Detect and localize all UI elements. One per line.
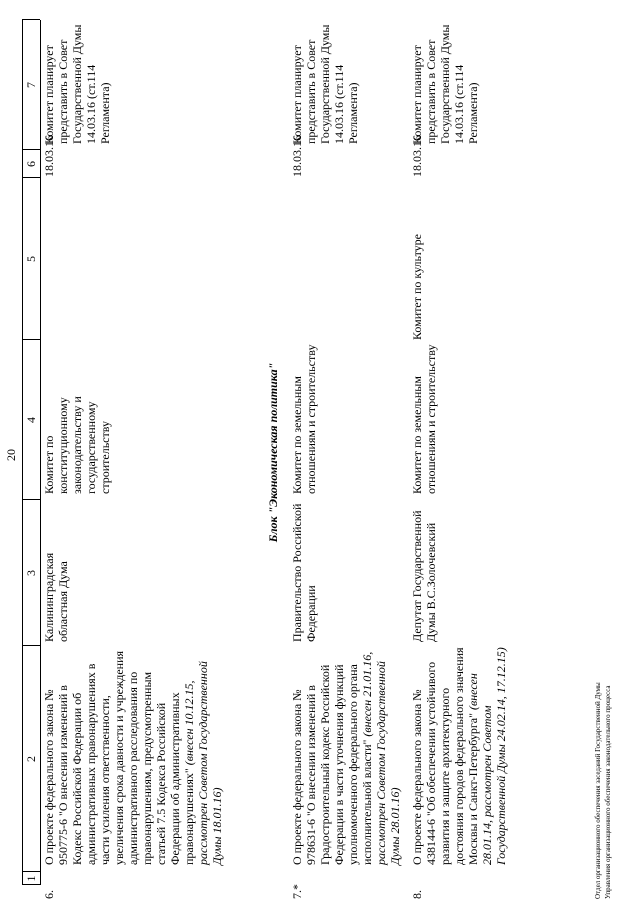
- footer-line-2: Управления организационного обеспечения законодательного процесса: [604, 685, 612, 899]
- bill-note: (внесен 10.12.15, рассмотрен Советом Государственной Думы 18.01.16): [182, 661, 224, 865]
- col-number: 6: [24, 161, 38, 167]
- initiator: Правительство Российской Федерации: [290, 503, 318, 642]
- plan: Комитет планирует представить в Совет Государственной Думы 14.03.16 (ст.114 Регламента): [290, 24, 360, 144]
- bill-title: [410, 647, 508, 865]
- col-number: 5: [24, 256, 38, 262]
- page-number: 20: [4, 449, 18, 461]
- bill-text: О проекте федерального закона № 950775-6 "О внесении изменений в Кодекс Российской Федерации об административных правонарушениях в части усиления ответственности, увеличения срока давности и учреждения административного расследования по правонарушениям, предусмотренным статьей 7.5 Кодекса Российской Федерации об административных правонарушениях": [42, 650, 196, 865]
- date: 18.03.16: [410, 135, 424, 177]
- col-number: 3: [24, 570, 38, 576]
- row-number: 8.: [410, 890, 424, 899]
- footer-line-1: Отдел организационного обеспечения заседаний Государственной Думы: [594, 682, 602, 899]
- col-number: 1: [24, 875, 38, 882]
- date: 18.03.16: [290, 135, 304, 177]
- row-number: 6.: [42, 890, 56, 899]
- bill-title: [290, 647, 402, 865]
- initiator: Депутат Государственной Думы В.С.Золочевский: [410, 510, 438, 642]
- date: 18.03.16: [42, 135, 56, 177]
- committee: Комитет по конституционному законодательству и государственному строительству: [42, 396, 112, 494]
- plan: Комитет планирует представить в Совет Государственной Думы 14.03.16 (ст.114 Регламента): [42, 24, 112, 144]
- bill-text: О проекте федерального закона № 978631-6 "О внесении изменений в Градостроительный кодекс Российской Федерации в части уточнения функций уполномоченного федерального органа исполнительной власти": [290, 664, 374, 865]
- row-number: 7.*: [290, 884, 304, 899]
- initiator: Калининградская областная Дума: [42, 552, 70, 642]
- bill-note: (внесен 21.01.16, рассмотрен Советом Государственной Думы 28.01.16): [360, 651, 402, 865]
- committee: Комитет по земельным отношениям и строительству: [290, 344, 318, 494]
- bill-title: [42, 647, 224, 865]
- plan: Комитет планирует представить в Совет Государственной Думы 14.03.16 (ст.114 Регламента): [410, 24, 480, 144]
- co-committee: Комитет по культуре: [410, 234, 424, 340]
- committee: Комитет по земельным отношениям и строительству: [410, 344, 438, 494]
- block-title: Блок "Экономическая политика": [266, 362, 280, 543]
- col-number: 7: [24, 82, 38, 88]
- col-number: 4: [24, 417, 38, 423]
- header-row-border: [40, 20, 41, 885]
- bill-note: (внесен 28.01.14, рассмотрен Советом Государственной Думы 24.02.14, 17.12.15): [466, 647, 508, 865]
- col-number: 2: [24, 756, 38, 762]
- bill-text: О проекте федерального закона № 438144-6 "Об обеспечении устойчивого развития и защите архитектурного достояния городов федерального значения Москвы и Санкт-Петербурга": [410, 647, 480, 865]
